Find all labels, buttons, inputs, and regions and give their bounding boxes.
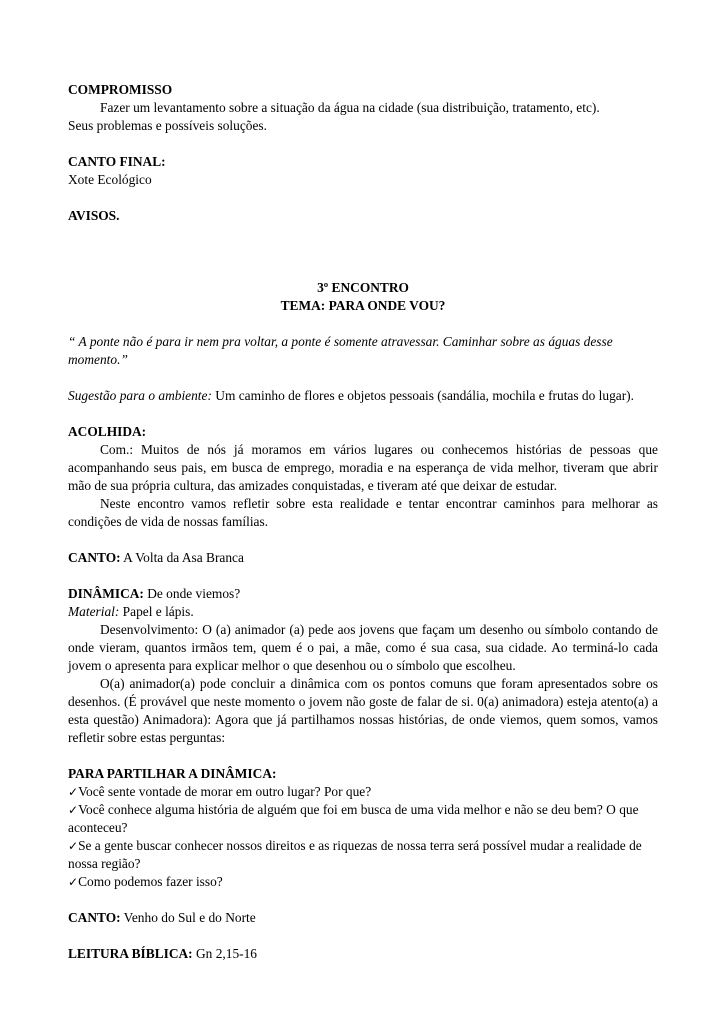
dinamica-paragraph-2: O(a) animador(a) pode concluir a dinâmica com os pontos comuns que foram apresentados sobre os desenhos. (É provável que neste momento o jovem não goste de falar de si. 0(a) animadora) esteja atento(a) a esta questão) Animadora): Agora que já partilhamos nossas histórias, de onde viemos, quem somos, vamos refletir sobre estas perguntas: [68,676,658,745]
dinamica-label: DINÂMICA: [68,586,144,601]
dinamica-heading [68,585,658,603]
document-body [68,81,658,963]
leitura-label: LEITURA BÍBLICA: [68,946,193,961]
checkmark-icon: ✓ [68,839,79,853]
canto-final-text: Xote Ecológico [68,172,152,187]
canto-1-label: CANTO: [68,550,121,565]
checkmark-icon: ✓ [68,803,79,817]
opening-quote: “ A ponte não é para ir nem pra voltar, a ponte é somente atravessar. Caminhar sobre as águas desse momento.” [68,334,613,367]
canto-final-heading: CANTO FINAL: [68,154,166,169]
partilhar-heading: PARA PARTILHAR A DINÂMICA: [68,766,277,781]
encontro-tema: TEMA: PARA ONDE VOU? [280,298,446,313]
material-label: Material: [68,604,120,619]
dinamica-paragraph-1: Desenvolvimento: O (a) animador (a) pede aos jovens que façam um desenho ou símbolo contando de onde vieram, quantos irmãos tem, quem é o pai, a mãe, como é sua casa, sua cidade. Ao terminá-lo cada jovem o apresenta para explicar melhor o que desenhou ou o símbolo que escolheu. [68,622,658,673]
question-item [68,801,658,837]
question-item [68,837,658,873]
question-text: Você sente vontade de morar em outro lugar? Por que? [78,784,372,799]
canto-2-label: CANTO: [68,910,121,925]
canto-2 [68,909,658,927]
canto-1-title: A Volta da Asa Branca [120,550,244,565]
compromisso-line1: Fazer um levantamento sobre a situação da água na cidade (sua distribuição, tratamento, etc). [100,100,600,115]
checkmark-icon: ✓ [68,875,79,889]
dinamica-material [68,603,658,621]
sugestao-label: Sugestão para o ambiente: [68,388,212,403]
canto-2-title: Venho do Sul e do Norte [120,910,256,925]
leitura-text: Gn 2,15-16 [192,946,258,961]
question-item [68,783,658,801]
avisos-heading: AVISOS. [68,208,120,223]
encontro-number: 3º ENCONTRO [317,280,409,295]
material-text: Papel e lápis. [119,604,194,619]
compromisso-heading: COMPROMISSO [68,82,173,97]
question-text: Como podemos fazer isso? [78,874,223,889]
acolhida-paragraph-1: Com.: Muitos de nós já moramos em vários lugares ou conhecemos histórias de pessoas que acompanhando seus pais, em busca de emprego, moradia e na esperança de vida melhor, tiveram que abrir mão de sua própria cultura, das amizades conquistadas, e tiveram até que deixar de estudar. [68,442,658,493]
sugestao-text: Um caminho de flores e objetos pessoais (sandália, mochila e frutas do lugar). [211,388,634,403]
question-item [68,873,658,891]
acolhida-heading: ACOLHIDA: [68,424,147,439]
compromisso-line2: Seus problemas e possíveis soluções. [68,118,267,133]
canto-1 [68,549,658,567]
checkmark-icon: ✓ [68,785,79,799]
question-text: Você conhece alguma história de alguém que foi em busca de uma vida melhor e não se deu bem? O que aconteceu? [68,802,639,835]
question-text: Se a gente buscar conhecer nossos direitos e as riquezas de nossa terra será possível mudar a realidade de nossa região? [68,838,642,871]
sugestao-ambiente [68,387,658,405]
dinamica-title: De onde viemos? [143,586,241,601]
leitura-biblica [68,945,658,963]
acolhida-paragraph-2: Neste encontro vamos refletir sobre esta realidade e tentar encontrar caminhos para melhorar as condições de vida de nossas famílias. [68,496,658,529]
